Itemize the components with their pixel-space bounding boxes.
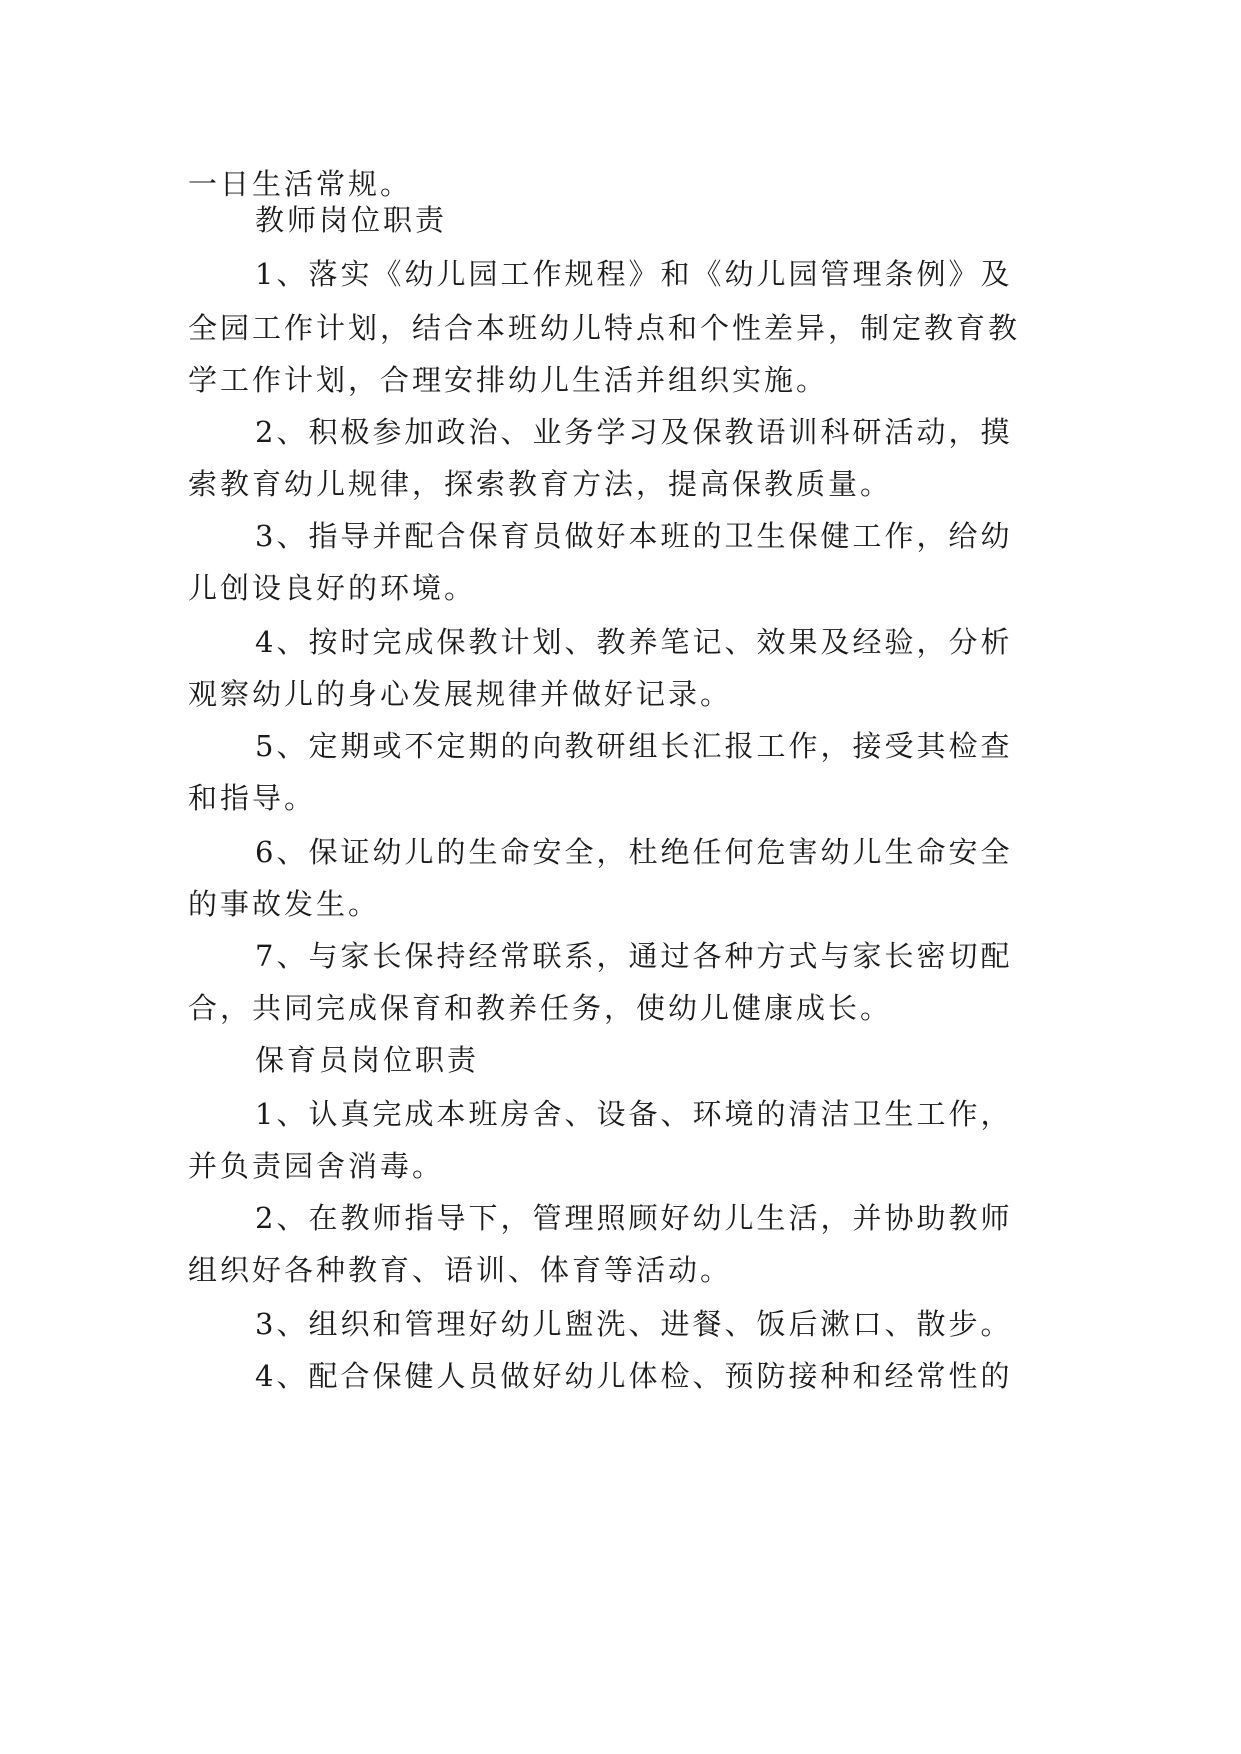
text-line: 2、在教师指导下，管理照顾好幼儿生活，并协助教师	[255, 1201, 1013, 1235]
text-line: 3、指导并配合保育员做好本班的卫生保健工作，给幼	[255, 519, 1013, 553]
text-line: 索教育幼儿规律，探索教育方法，提高保教质量。	[188, 467, 893, 501]
text-line: 合，共同完成保育和教养任务，使幼儿健康成长。	[188, 991, 893, 1025]
text-line: 1、落实《幼儿园工作规程》和《幼儿园管理条例》及	[255, 257, 1013, 291]
text-line: 学工作计划，合理安排幼儿生活并组织实施。	[188, 363, 829, 397]
text-line: 和指导。	[188, 781, 317, 815]
text-line: 4、按时完成保教计划、教养笔记、效果及经验，分析	[255, 625, 1013, 659]
text-line: 并负责园舍消毒。	[188, 1149, 445, 1183]
text-line: 全园工作计划，结合本班幼儿特点和个性差异，制定教育教	[188, 311, 1021, 345]
text-line: 的事故发生。	[188, 887, 381, 921]
text-line: 6、保证幼儿的生命安全，杜绝任何危害幼儿生命安全	[255, 835, 1013, 869]
text-line: 2、积极参加政治、业务学习及保教语训科研活动，摸	[255, 415, 1013, 449]
text-line: 3、组织和管理好幼儿盥洗、进餐、饭后漱口、散步。	[255, 1307, 1013, 1341]
text-line: 1、认真完成本班房舍、设备、环境的清洁卫生工作，	[255, 1097, 1013, 1131]
text-line: 一日生活常规。	[188, 167, 413, 201]
section-heading-caregiver: 保育员岗位职责	[255, 1043, 480, 1077]
text-line: 观察幼儿的身心发展规律并做好记录。	[188, 677, 733, 711]
text-line: 儿创设良好的环境。	[188, 571, 477, 605]
text-line: 7、与家长保持经常联系，通过各种方式与家长密切配	[255, 939, 1013, 973]
section-heading-teacher: 教师岗位职责	[255, 203, 448, 237]
text-line: 组织好各种教育、语训、体育等活动。	[188, 1253, 733, 1287]
text-line: 5、定期或不定期的向教研组长汇报工作，接受其检查	[255, 729, 1013, 763]
text-line: 4、配合保健人员做好幼儿体检、预防接种和经常性的	[255, 1359, 1013, 1393]
